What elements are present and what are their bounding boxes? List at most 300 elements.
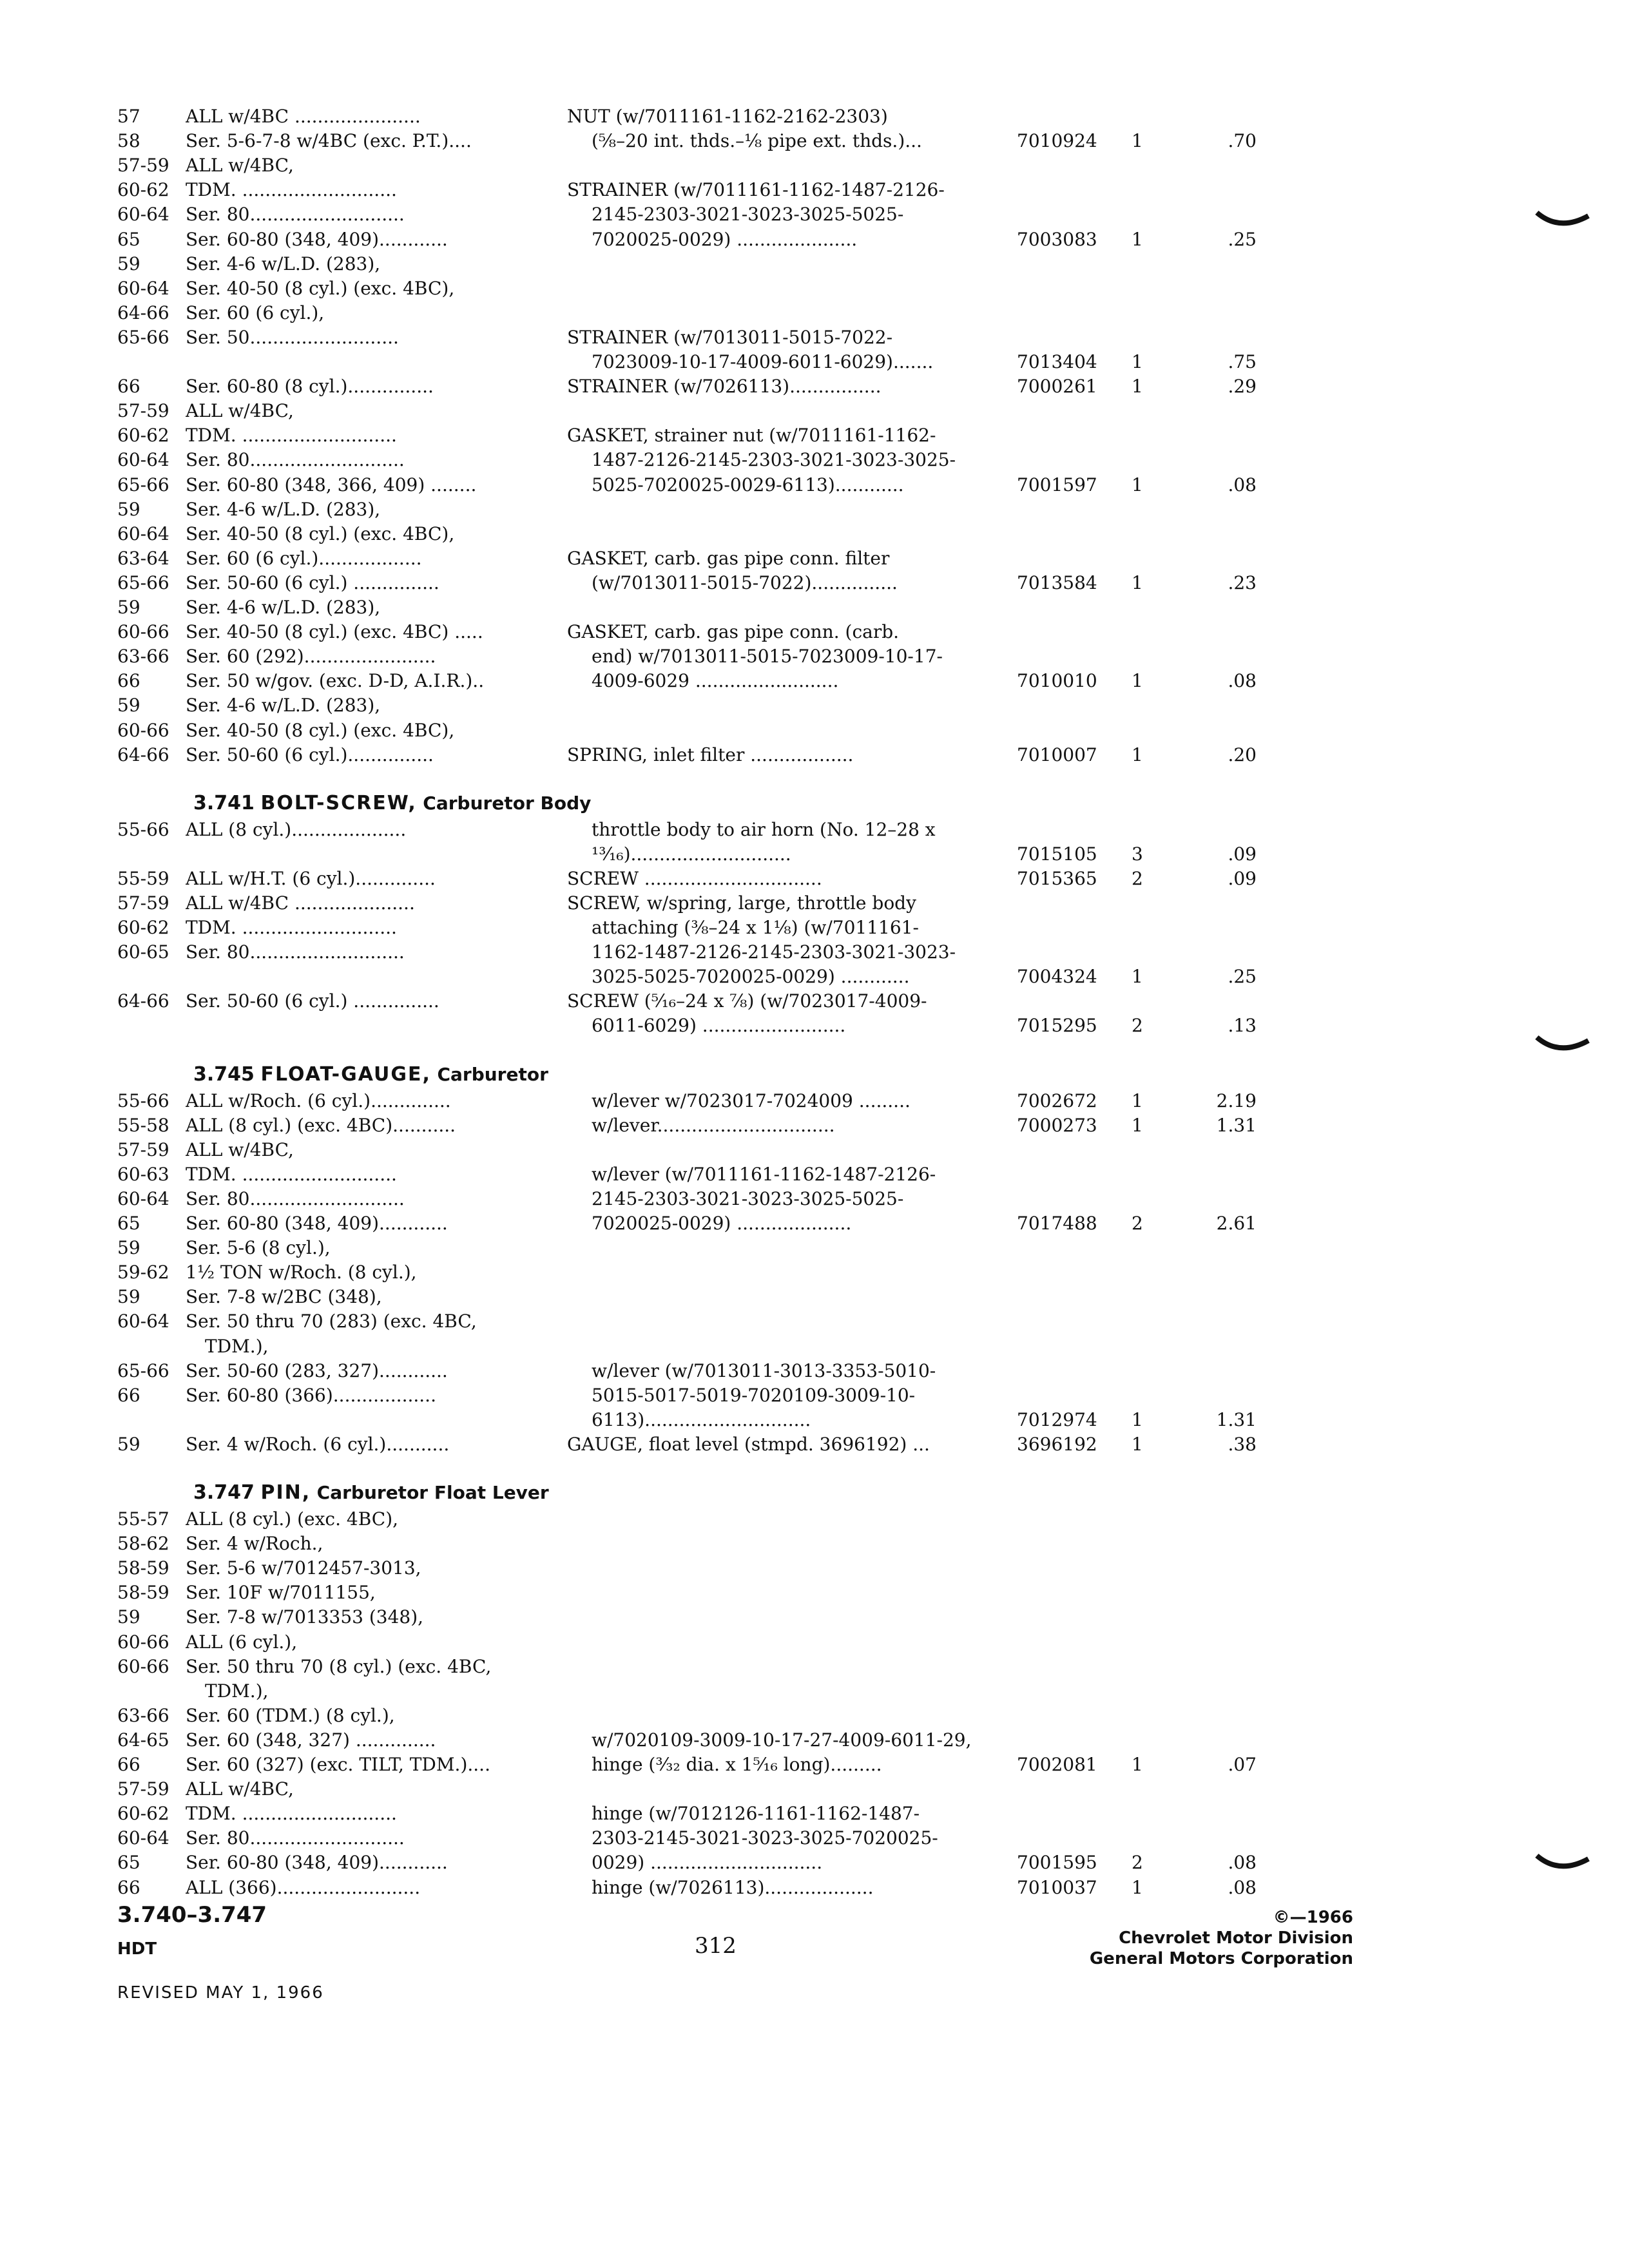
year-range: 57-59 [117, 155, 169, 176]
model-application: TDM. ........................... [186, 1164, 397, 1185]
year-range: 55-59 [117, 868, 169, 889]
model-application: ALL (8 cyl.) (exc. 4BC)........... [186, 1115, 456, 1136]
year-range: 59 [117, 597, 140, 618]
year-range: 60-65 [117, 941, 169, 963]
model-application: Ser. 50-60 (283, 327)............ [186, 1360, 448, 1381]
price: .09 [1228, 868, 1257, 889]
model-application: TDM. ........................... [186, 425, 397, 446]
model-application: ALL w/Roch. (6 cyl.).............. [186, 1090, 451, 1111]
price: 1.31 [1216, 1409, 1257, 1430]
parts-row [0, 1138, 1629, 1162]
punch-mark-3 [1534, 1849, 1592, 1875]
part-description: NUT (w/7011161-1162-2162-2303) [567, 106, 888, 127]
part-number: 7013584 [1017, 572, 1097, 593]
model-application: Ser. 80........................... [186, 449, 405, 470]
part-number: 7012974 [1017, 1409, 1097, 1430]
part-description: STRAINER (w/7013011-5015-7022- [567, 327, 893, 348]
quantity: 1 [1132, 1409, 1143, 1430]
part-number: 7002081 [1017, 1754, 1097, 1775]
model-application: ALL w/4BC, [186, 155, 294, 176]
year-range: 55-57 [117, 1508, 169, 1530]
part-description: w/lever............................... [592, 1115, 835, 1136]
model-application: Ser. 50-60 (6 cyl.) ............... [186, 990, 439, 1012]
model-application: TDM.), [205, 1680, 269, 1702]
parts-row [0, 546, 1629, 571]
corporation: General Motors Corporation [1089, 1949, 1353, 1968]
year-range: 60-64 [117, 449, 169, 470]
year-range: 55-66 [117, 819, 169, 840]
group-code: HDT [117, 1939, 157, 1959]
price: .75 [1228, 351, 1257, 372]
price: .38 [1228, 1434, 1257, 1455]
parts-row [0, 1162, 1629, 1187]
year-range: 63-64 [117, 548, 169, 569]
part-description: w/lever w/7023017-7024009 ......... [592, 1090, 911, 1111]
year-range: 55-58 [117, 1115, 169, 1136]
model-application: Ser. 60 (6 cyl.), [186, 302, 325, 323]
parts-row [0, 989, 1629, 1014]
parts-row [0, 325, 1629, 350]
quantity: 1 [1132, 130, 1143, 151]
model-application: Ser. 7-8 w/7013353 (348), [186, 1606, 424, 1628]
part-description: 6113)............................. [592, 1409, 811, 1430]
year-range: 59 [117, 695, 140, 716]
section-title: BOLT-SCREW, [260, 791, 417, 814]
year-range: 65 [117, 1213, 140, 1234]
model-application: Ser. 50.......................... [186, 327, 399, 348]
quantity: 1 [1132, 1434, 1143, 1455]
part-number: 3696192 [1017, 1434, 1097, 1455]
year-range: 58 [117, 130, 140, 151]
part-description: SPRING, inlet filter .................. [567, 744, 854, 765]
part-description: 5025-7020025-0029-6113)............ [592, 474, 904, 495]
parts-row [0, 399, 1629, 423]
part-description: 2145-2303-3021-3023-3025-5025- [592, 1188, 904, 1209]
year-range: 60-64 [117, 278, 169, 299]
section-subtitle: Carburetor [437, 1063, 548, 1085]
parts-row [0, 916, 1629, 940]
parts-row [0, 867, 1629, 891]
model-application: Ser. 40-50 (8 cyl.) (exc. 4BC), [186, 720, 455, 741]
model-application: TDM. ........................... [186, 179, 397, 200]
model-application: Ser. 60-80 (348, 409)............ [186, 229, 448, 250]
year-range: 60-66 [117, 1656, 169, 1677]
model-application: ALL w/4BC ..................... [186, 892, 415, 914]
section-heading [193, 789, 591, 818]
section-subtitle: Carburetor Float Lever [316, 1482, 549, 1504]
year-range: 63-66 [117, 646, 169, 667]
model-application: Ser. 4-6 w/L.D. (283), [186, 597, 381, 618]
part-description: 7020025-0029) ..................... [592, 229, 858, 250]
parts-row [0, 965, 1629, 989]
model-application: Ser. 4-6 w/L.D. (283), [186, 499, 381, 520]
year-range: 65-66 [117, 327, 169, 348]
part-description: 1162-1487-2126-2145-2303-3021-3023- [592, 941, 956, 963]
parts-row [0, 940, 1629, 965]
model-application: Ser. 10F w/7011155, [186, 1582, 376, 1603]
quantity: 1 [1132, 474, 1143, 495]
section-number: 3.747 [193, 1481, 255, 1504]
year-range: 60-62 [117, 179, 169, 200]
year-range: 60-66 [117, 1631, 169, 1653]
model-application: ALL w/4BC ...................... [186, 106, 421, 127]
parts-row [0, 350, 1629, 374]
section-title: PIN, [260, 1481, 311, 1504]
year-range: 59 [117, 499, 140, 520]
part-number: 7015295 [1017, 1015, 1097, 1036]
year-range: 59 [117, 253, 140, 274]
price: .08 [1228, 670, 1257, 691]
part-number: 7010924 [1017, 130, 1097, 151]
model-application: Ser. 50 thru 70 (283) (exc. 4BC, [186, 1311, 477, 1332]
parts-row [0, 1802, 1629, 1826]
parts-row [0, 1089, 1629, 1113]
model-application: Ser. 60 (6 cyl.).................. [186, 548, 422, 569]
quantity: 1 [1132, 229, 1143, 250]
parts-row [0, 1211, 1629, 1236]
quantity: 1 [1132, 1877, 1143, 1898]
quantity: 2 [1132, 1015, 1143, 1036]
year-range: 64-65 [117, 1729, 169, 1751]
year-range: 57-59 [117, 892, 169, 914]
model-application: ALL w/4BC, [186, 400, 294, 421]
year-range: 60-63 [117, 1164, 169, 1185]
year-range: 65-66 [117, 572, 169, 593]
price: .08 [1228, 474, 1257, 495]
price: .23 [1228, 572, 1257, 593]
model-application: 1½ TON w/Roch. (8 cyl.), [186, 1262, 417, 1283]
model-application: Ser. 50 thru 70 (8 cyl.) (exc. 4BC, [186, 1656, 492, 1677]
parts-row [0, 1334, 1629, 1359]
year-range: 66 [117, 1385, 140, 1406]
parts-row [0, 1113, 1629, 1138]
quantity: 1 [1132, 1754, 1143, 1775]
model-application: Ser. 40-50 (8 cyl.) (exc. 4BC), [186, 278, 455, 299]
quantity: 1 [1132, 1090, 1143, 1111]
parts-row [0, 1260, 1629, 1285]
part-description: SCREW (⁵⁄₁₆–24 x ⅞) (w/7023017-4009- [567, 990, 927, 1012]
year-range: 60-62 [117, 425, 169, 446]
parts-row [0, 1753, 1629, 1777]
part-number: 7001595 [1017, 1852, 1097, 1873]
quantity: 1 [1132, 376, 1143, 397]
year-range: 59-62 [117, 1262, 169, 1283]
model-application: Ser. 4-6 w/L.D. (283), [186, 695, 381, 716]
parts-row [0, 1655, 1629, 1679]
part-description: w/lever (w/7013011-3013-3353-5010- [592, 1360, 936, 1381]
section-title: FLOAT-GAUGE, [260, 1062, 431, 1086]
parts-row [0, 669, 1629, 693]
year-range: 65 [117, 229, 140, 250]
price: 2.19 [1216, 1090, 1257, 1111]
section-heading [193, 1061, 548, 1089]
year-range: 58-59 [117, 1582, 169, 1603]
part-number: 7000273 [1017, 1115, 1097, 1136]
year-range: 59 [117, 1237, 140, 1258]
quantity: 1 [1132, 572, 1143, 593]
year-range: 65 [117, 1852, 140, 1873]
model-application: Ser. 50-60 (6 cyl.)............... [186, 744, 434, 765]
model-application: Ser. 80........................... [186, 1188, 405, 1209]
parts-row [0, 1777, 1629, 1802]
parts-row [0, 1826, 1629, 1850]
parts-row [0, 1728, 1629, 1753]
parts-row [0, 423, 1629, 448]
year-range: 60-64 [117, 204, 169, 225]
section-number: 3.745 [193, 1062, 255, 1086]
year-range: 60-64 [117, 523, 169, 544]
parts-row [0, 1187, 1629, 1211]
part-number: 7000261 [1017, 376, 1097, 397]
parts-row [0, 743, 1629, 767]
year-range: 64-66 [117, 302, 169, 323]
copyright: ©—1966 [1273, 1908, 1353, 1927]
part-number: 7002672 [1017, 1090, 1097, 1111]
part-description: STRAINER (w/7011161-1162-1487-2126- [567, 179, 945, 200]
parts-row [0, 1383, 1629, 1408]
price: .25 [1228, 966, 1257, 987]
year-range: 64-66 [117, 990, 169, 1012]
model-application: Ser. 50-60 (6 cyl.) ............... [186, 572, 439, 593]
part-description: end) w/7013011-5015-7023009-10-17- [592, 646, 943, 667]
price: .29 [1228, 376, 1257, 397]
part-description: ¹³⁄₁₆)............................ [592, 843, 791, 865]
model-application: TDM. ........................... [186, 1803, 397, 1824]
part-description: GASKET, strainer nut (w/7011161-1162- [567, 425, 936, 446]
parts-row [0, 842, 1629, 867]
parts-row [0, 1408, 1629, 1432]
parts-row [0, 620, 1629, 644]
model-application: ALL (8 cyl.).................... [186, 819, 407, 840]
year-range: 60-64 [117, 1188, 169, 1209]
model-application: Ser. 80........................... [186, 204, 405, 225]
part-description: w/lever (w/7011161-1162-1487-2126- [592, 1164, 936, 1185]
model-application: Ser. 5-6-7-8 w/4BC (exc. P.T.).... [186, 130, 472, 151]
part-description: 5015-5017-5019-7020109-3009-10- [592, 1385, 916, 1406]
year-range: 59 [117, 1286, 140, 1307]
part-number: 7010007 [1017, 744, 1097, 765]
part-number: 7010037 [1017, 1877, 1097, 1898]
year-range: 59 [117, 1434, 140, 1455]
parts-row [0, 522, 1629, 546]
model-application: Ser. 60-80 (348, 366, 409) ........ [186, 474, 477, 495]
parts-row [0, 448, 1629, 472]
model-application: Ser. 4 w/Roch. (6 cyl.)........... [186, 1434, 450, 1455]
year-range: 66 [117, 376, 140, 397]
part-description: 1487-2126-2145-2303-3021-3023-3025- [592, 449, 956, 470]
model-application: Ser. 80........................... [186, 941, 405, 963]
parts-row [0, 374, 1629, 399]
price: .08 [1228, 1877, 1257, 1898]
year-range: 66 [117, 1877, 140, 1898]
model-application: ALL (366)......................... [186, 1877, 421, 1898]
parts-row [0, 104, 1629, 129]
part-number: 7010010 [1017, 670, 1097, 691]
parts-row [0, 718, 1629, 743]
price: .08 [1228, 1852, 1257, 1873]
part-number: 7003083 [1017, 229, 1097, 250]
part-number: 7015105 [1017, 843, 1097, 865]
year-range: 60-66 [117, 621, 169, 642]
model-application: ALL w/H.T. (6 cyl.).............. [186, 868, 436, 889]
quantity: 1 [1132, 670, 1143, 691]
price: .09 [1228, 843, 1257, 865]
price: .07 [1228, 1754, 1257, 1775]
quantity: 3 [1132, 843, 1143, 865]
parts-row [0, 1236, 1629, 1260]
part-description: SCREW ............................... [567, 868, 822, 889]
part-description: hinge (w/7026113)................... [592, 1877, 874, 1898]
part-number: 7013404 [1017, 351, 1097, 372]
page-range: 3.740–3.747 [117, 1902, 267, 1928]
model-application: Ser. 60-80 (8 cyl.)............... [186, 376, 434, 397]
model-application: Ser. 60 (TDM.) (8 cyl.), [186, 1705, 395, 1726]
parts-row [0, 202, 1629, 227]
year-range: 60-64 [117, 1311, 169, 1332]
model-application: Ser. 60 (327) (exc. TILT, TDM.).... [186, 1754, 490, 1775]
year-range: 60-64 [117, 1827, 169, 1849]
model-application: Ser. 5-6 (8 cyl.), [186, 1237, 331, 1258]
parts-row [0, 1581, 1629, 1605]
price: .20 [1228, 744, 1257, 765]
parts-row [0, 178, 1629, 202]
model-application: Ser. 7-8 w/2BC (348), [186, 1286, 382, 1307]
quantity: 1 [1132, 744, 1143, 765]
year-range: 58-59 [117, 1557, 169, 1579]
part-description: GASKET, carb. gas pipe conn. filter [567, 548, 890, 569]
model-application: Ser. 60 (348, 327) .............. [186, 1729, 436, 1751]
part-description: 7020025-0029) .................... [592, 1213, 852, 1234]
model-application: Ser. 60-80 (348, 409)............ [186, 1213, 448, 1234]
model-application: Ser. 80........................... [186, 1827, 405, 1849]
part-description: STRAINER (w/7026113)................ [567, 376, 882, 397]
year-range: 65-66 [117, 474, 169, 495]
model-application: TDM. ........................... [186, 917, 397, 938]
year-range: 57-59 [117, 1778, 169, 1800]
part-number: 7017488 [1017, 1213, 1097, 1234]
price: .70 [1228, 130, 1257, 151]
section-number: 3.741 [193, 791, 255, 814]
parts-row [0, 1309, 1629, 1334]
parts-row [0, 693, 1629, 718]
model-application: Ser. 60 (292)....................... [186, 646, 436, 667]
year-range: 60-62 [117, 917, 169, 938]
parts-row [0, 1285, 1629, 1309]
parts-row [0, 1532, 1629, 1556]
publisher-block [1090, 1907, 1353, 1969]
parts-row [0, 595, 1629, 620]
parts-row [0, 1630, 1629, 1655]
year-range: 60-62 [117, 1803, 169, 1824]
model-application: Ser. 60-80 (348, 409)............ [186, 1852, 448, 1873]
parts-row [0, 644, 1629, 669]
part-description: 0029) .............................. [592, 1852, 823, 1873]
parts-row [0, 1014, 1629, 1038]
year-range: 60-66 [117, 720, 169, 741]
parts-row [0, 1704, 1629, 1728]
part-description: 2145-2303-3021-3023-3025-5025- [592, 204, 904, 225]
parts-row [0, 227, 1629, 252]
model-application: ALL w/4BC, [186, 1778, 294, 1800]
year-range: 58-62 [117, 1533, 169, 1554]
model-application: Ser. 4-6 w/L.D. (283), [186, 253, 381, 274]
parts-row [0, 1605, 1629, 1629]
part-description: throttle body to air horn (No. 12–28 x [592, 819, 936, 840]
parts-row [0, 891, 1629, 916]
parts-row [0, 129, 1629, 153]
model-application: ALL w/4BC, [186, 1139, 294, 1160]
part-description: 6011-6029) ......................... [592, 1015, 846, 1036]
part-description: hinge (w/7012126-1161-1162-1487- [592, 1803, 920, 1824]
price: 2.61 [1216, 1213, 1257, 1234]
year-range: 65-66 [117, 1360, 169, 1381]
parts-row [0, 276, 1629, 301]
page-number: 312 [695, 1933, 737, 1959]
parts-row [0, 818, 1629, 842]
part-description: (⅝–20 int. thds.–⅛ pipe ext. thds.)... [592, 130, 922, 151]
model-application: Ser. 5-6 w/7012457-3013, [186, 1557, 421, 1579]
section-heading [193, 1479, 549, 1507]
year-range: 57-59 [117, 400, 169, 421]
part-description: SCREW, w/spring, large, throttle body [567, 892, 916, 914]
part-description: 7023009-10-17-4009-6011-6029)....... [592, 351, 934, 372]
part-description: attaching (⅜–24 x 1⅛) (w/7011161- [592, 917, 919, 938]
quantity: 1 [1132, 966, 1143, 987]
quantity: 1 [1132, 1115, 1143, 1136]
model-application: ALL (8 cyl.) (exc. 4BC), [186, 1508, 399, 1530]
year-range: 63-66 [117, 1705, 169, 1726]
quantity: 2 [1132, 1213, 1143, 1234]
part-number: 7015365 [1017, 868, 1097, 889]
parts-row [0, 1507, 1629, 1532]
quantity: 1 [1132, 351, 1143, 372]
price: .25 [1228, 229, 1257, 250]
model-application: ALL (6 cyl.), [186, 1631, 298, 1653]
parts-row [0, 1359, 1629, 1383]
year-range: 64-66 [117, 744, 169, 765]
part-description: w/7020109-3009-10-17-27-4009-6011-29, [592, 1729, 972, 1751]
year-range: 55-66 [117, 1090, 169, 1111]
parts-row [0, 153, 1629, 178]
part-number: 7001597 [1017, 474, 1097, 495]
punch-mark-1 [1534, 206, 1592, 232]
part-description: GAUGE, float level (stmpd. 3696192) ... [567, 1434, 930, 1455]
model-application: Ser. 40-50 (8 cyl.) (exc. 4BC), [186, 523, 455, 544]
year-range: 66 [117, 1754, 140, 1775]
price: .13 [1228, 1015, 1257, 1036]
part-description: GASKET, carb. gas pipe conn. (carb. [567, 621, 900, 642]
model-application: TDM.), [205, 1336, 269, 1357]
model-application: Ser. 4 w/Roch., [186, 1533, 323, 1554]
quantity: 2 [1132, 868, 1143, 889]
part-description: 4009-6029 ......................... [592, 670, 839, 691]
punch-mark-2 [1534, 1031, 1592, 1057]
part-number: 7004324 [1017, 966, 1097, 987]
parts-row [0, 301, 1629, 325]
part-description: 2303-2145-3021-3023-3025-7020025- [592, 1827, 938, 1849]
parts-row [0, 1850, 1629, 1875]
year-range: 57-59 [117, 1139, 169, 1160]
year-range: 66 [117, 670, 140, 691]
quantity: 2 [1132, 1852, 1143, 1873]
part-description: hinge (³⁄₃₂ dia. x 1⁵⁄₁₆ long)......... [592, 1754, 882, 1775]
division: Chevrolet Motor Division [1119, 1928, 1353, 1948]
part-description: (w/7013011-5015-7022)............... [592, 572, 898, 593]
parts-row [0, 571, 1629, 595]
parts-row [0, 1876, 1629, 1900]
model-application: Ser. 60-80 (366).................. [186, 1385, 436, 1406]
parts-row [0, 1556, 1629, 1581]
